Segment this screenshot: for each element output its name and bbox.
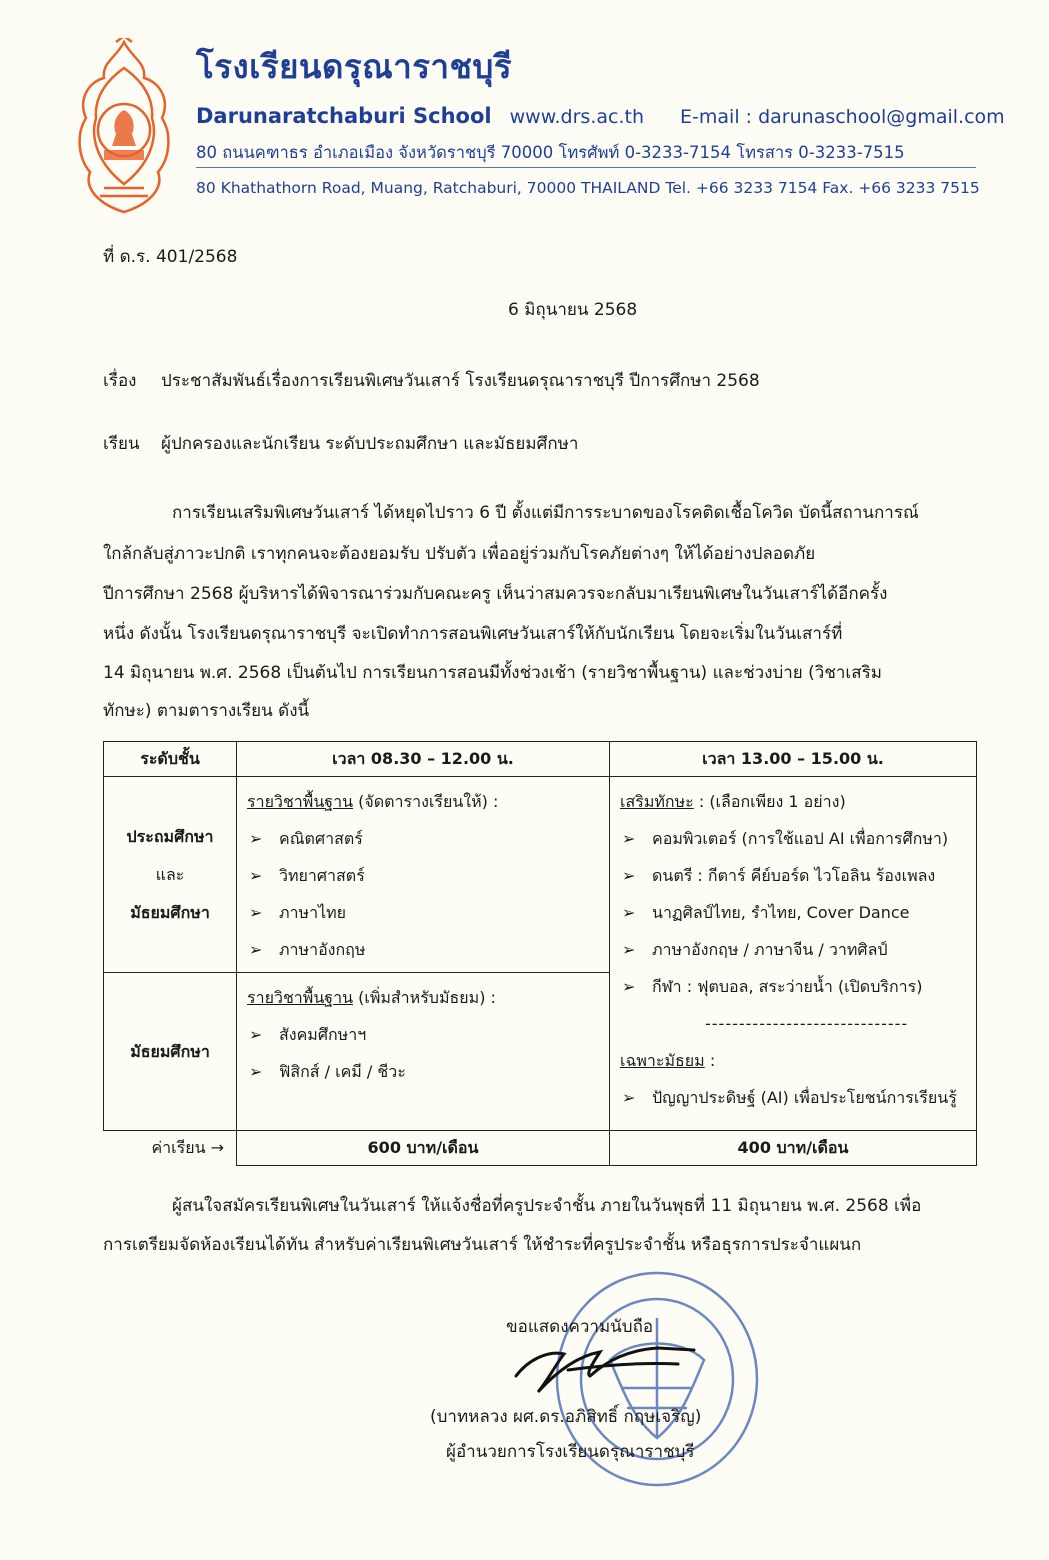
schedule-header-row <box>104 742 977 777</box>
list-item: ➢ ดนตรี : กีตาร์ คีย์บอร์ด ไวโอลิน ร้องเพลง <box>620 857 966 894</box>
list-item: ➢ กีฬา : ฟุตบอล, สระว่ายน้ำ (เปิดบริการ) <box>620 968 966 1005</box>
website-link[interactable]: www.drs.ac.th <box>509 106 644 128</box>
list-item: ➢ ภาษาไทย <box>247 894 599 931</box>
body-line: การเรียนเสริมพิเศษวันเสาร์ ได้หยุดไปราว 6 ปี ตั้งแต่มีการระบาดของโรคติดเชื้อโควิด บัดนี้สถานการณ์ <box>172 503 919 523</box>
letterhead-contact-row <box>196 104 1005 128</box>
list-item: ➢ ภาษาอังกฤษ / ภาษาจีน / วาทศิลป์ <box>620 931 966 968</box>
list-item: ➢ นาฏศิลป์ไทย, รำไทย, Cover Dance <box>620 894 966 931</box>
fee-label: ค่าเรียน → <box>104 1131 237 1166</box>
recipient-label: เรียน <box>103 434 140 454</box>
signer-position: ผู้อำนวยการโรงเรียนดรุณาราชบุรี <box>446 1442 695 1462</box>
schedule-table <box>103 741 977 1166</box>
list-item: ➢ ฟิสิกส์ / เคมี / ชีวะ <box>247 1053 599 1090</box>
email-link[interactable]: E-mail : darunaschool@gmail.com <box>680 106 1005 128</box>
body-line: ทักษะ) ตามตารางเรียน ดังนี้ <box>103 701 310 721</box>
level-primary-secondary <box>104 777 237 973</box>
list-item: ➢ วิทยาศาสตร์ <box>247 857 599 894</box>
document-reference: ที่ ด.ร. 401/2568 <box>103 247 238 267</box>
list-item: ➢ ภาษาอังกฤษ <box>247 931 599 968</box>
level-and: และ <box>155 864 185 884</box>
subject-line <box>103 367 760 394</box>
fee-row <box>104 1131 977 1166</box>
school-name-en: Darunaratchaburi School <box>196 104 492 128</box>
body-line: หนึ่ง ดังนั้น โรงเรียนดรุณาราชบุรี จะเปิดทำการสอนพิเศษวันเสาร์ให้กับนักเรียน โดยจะเริ่มในวันเสาร์ที่ <box>103 624 843 644</box>
afternoon-skills-heading: เสริมทักษะ : (เลือกเพียง 1 อย่าง) <box>620 792 846 811</box>
morning-secondary-heading: รายวิชาพื้นฐาน (เพิ่มสำหรับมัธยม) : <box>247 988 496 1007</box>
level-secondary-only: มัธยมศึกษา <box>104 973 237 1131</box>
header-morning: เวลา 08.30 – 12.00 น. <box>237 742 610 777</box>
document-date: 6 มิถุนายน 2568 <box>508 300 638 320</box>
header-afternoon: เวลา 13.00 – 15.00 น. <box>610 742 977 777</box>
address-en: 80 Khathathorn Road, Muang, Ratchaburi, 70000 THAILAND Tel. +66 3233 7154 Fax. +66 3233 7515 <box>196 179 980 197</box>
morning-core-subjects <box>237 777 610 973</box>
list-item: ➢ ปัญญาประดิษฐ์ (AI) เพื่อประโยชน์การเรียนรู้ <box>620 1079 966 1116</box>
header-level: ระดับชั้น <box>104 742 237 777</box>
section-divider: ------------------------------ <box>705 1014 909 1033</box>
closing-paragraph-line: การเตรียมจัดห้องเรียนได้ทัน สำหรับค่าเรียนพิเศษวันเสาร์ ให้ชำระที่ครูประจำชั้น หรือธุรการประจำแผนก <box>103 1235 862 1255</box>
morning-core-heading: รายวิชาพื้นฐาน (จัดตารางเรียนให้) : <box>247 792 499 811</box>
address-th: 80 ถนนคฑาธร อำเภอเมือง จังหวัดราชบุรี 70000 โทรศัพท์ 0-3233-7154 โทรสาร 0-3233-7515 <box>196 143 905 162</box>
morning-secondary-subjects <box>237 973 610 1131</box>
list-item: ➢ คอมพิวเตอร์ (การใช้แอป AI เพื่อการศึกษา) <box>620 820 966 857</box>
closing-paragraph-line: ผู้สนใจสมัครเรียนพิเศษในวันเสาร์ ให้แจ้งชื่อที่ครูประจำชั้น ภายในวันพุธที่ 11 มิถุนายน พ.ศ. 2568 เพื่อ <box>172 1196 922 1216</box>
subject-label: เรื่อง <box>103 371 137 391</box>
subject-text: ประชาสัมพันธ์เรื่องการเรียนพิเศษวันเสาร์ โรงเรียนดรุณาราชบุรี ปีการศึกษา 2568 <box>161 371 760 391</box>
afternoon-skills <box>610 777 977 1131</box>
letterhead-divider <box>196 167 976 168</box>
fee-afternoon: 400 บาท/เดือน <box>610 1131 977 1166</box>
list-item: ➢ คณิตศาสตร์ <box>247 820 599 857</box>
level-primary: ประถมศึกษา <box>126 826 214 846</box>
school-name-th: โรงเรียนดรุณาราชบุรี <box>196 47 513 86</box>
list-item: ➢ สังคมศึกษาฯ <box>247 1016 599 1053</box>
school-logo-icon <box>74 38 174 216</box>
body-line: 14 มิถุนายน พ.ศ. 2568 เป็นต้นไป การเรียนการสอนมีทั้งช่วงเช้า (รายวิชาพื้นฐาน) และช่วงบ่าย (วิชาเสริม <box>103 663 882 683</box>
signer-name: (บาทหลวง ผศ.ดร.อภิสิทธิ์ กฤษเจริญ) <box>430 1407 702 1427</box>
schedule-row-primary-secondary <box>104 777 977 973</box>
recipient-text: ผู้ปกครองและนักเรียน ระดับประถมศึกษา และมัธยมศึกษา <box>161 434 579 454</box>
fee-morning: 600 บาท/เดือน <box>237 1131 610 1166</box>
recipient-line <box>103 430 578 457</box>
body-line: ปีการศึกษา 2568 ผู้บริหารได้พิจารณาร่วมกับคณะครู เห็นว่าสมควรจะกลับมาเรียนพิเศษในวันเสาร์ได้อีกครั้ง <box>103 584 888 604</box>
level-secondary: มัธยมศึกษา <box>130 902 210 922</box>
closing-salutation: ขอแสดงความนับถือ <box>506 1317 654 1337</box>
body-line: ใกล้กลับสู่ภาวะปกติ เราทุกคนจะต้องยอมรับ ปรับตัว เพื่ออยู่ร่วมกับโรคภัยต่างๆ ให้ได้อย่างปลอดภัย <box>103 544 816 564</box>
signature-icon <box>508 1330 698 1400</box>
secondary-only-heading: เฉพาะมัธยม : <box>620 1051 716 1070</box>
